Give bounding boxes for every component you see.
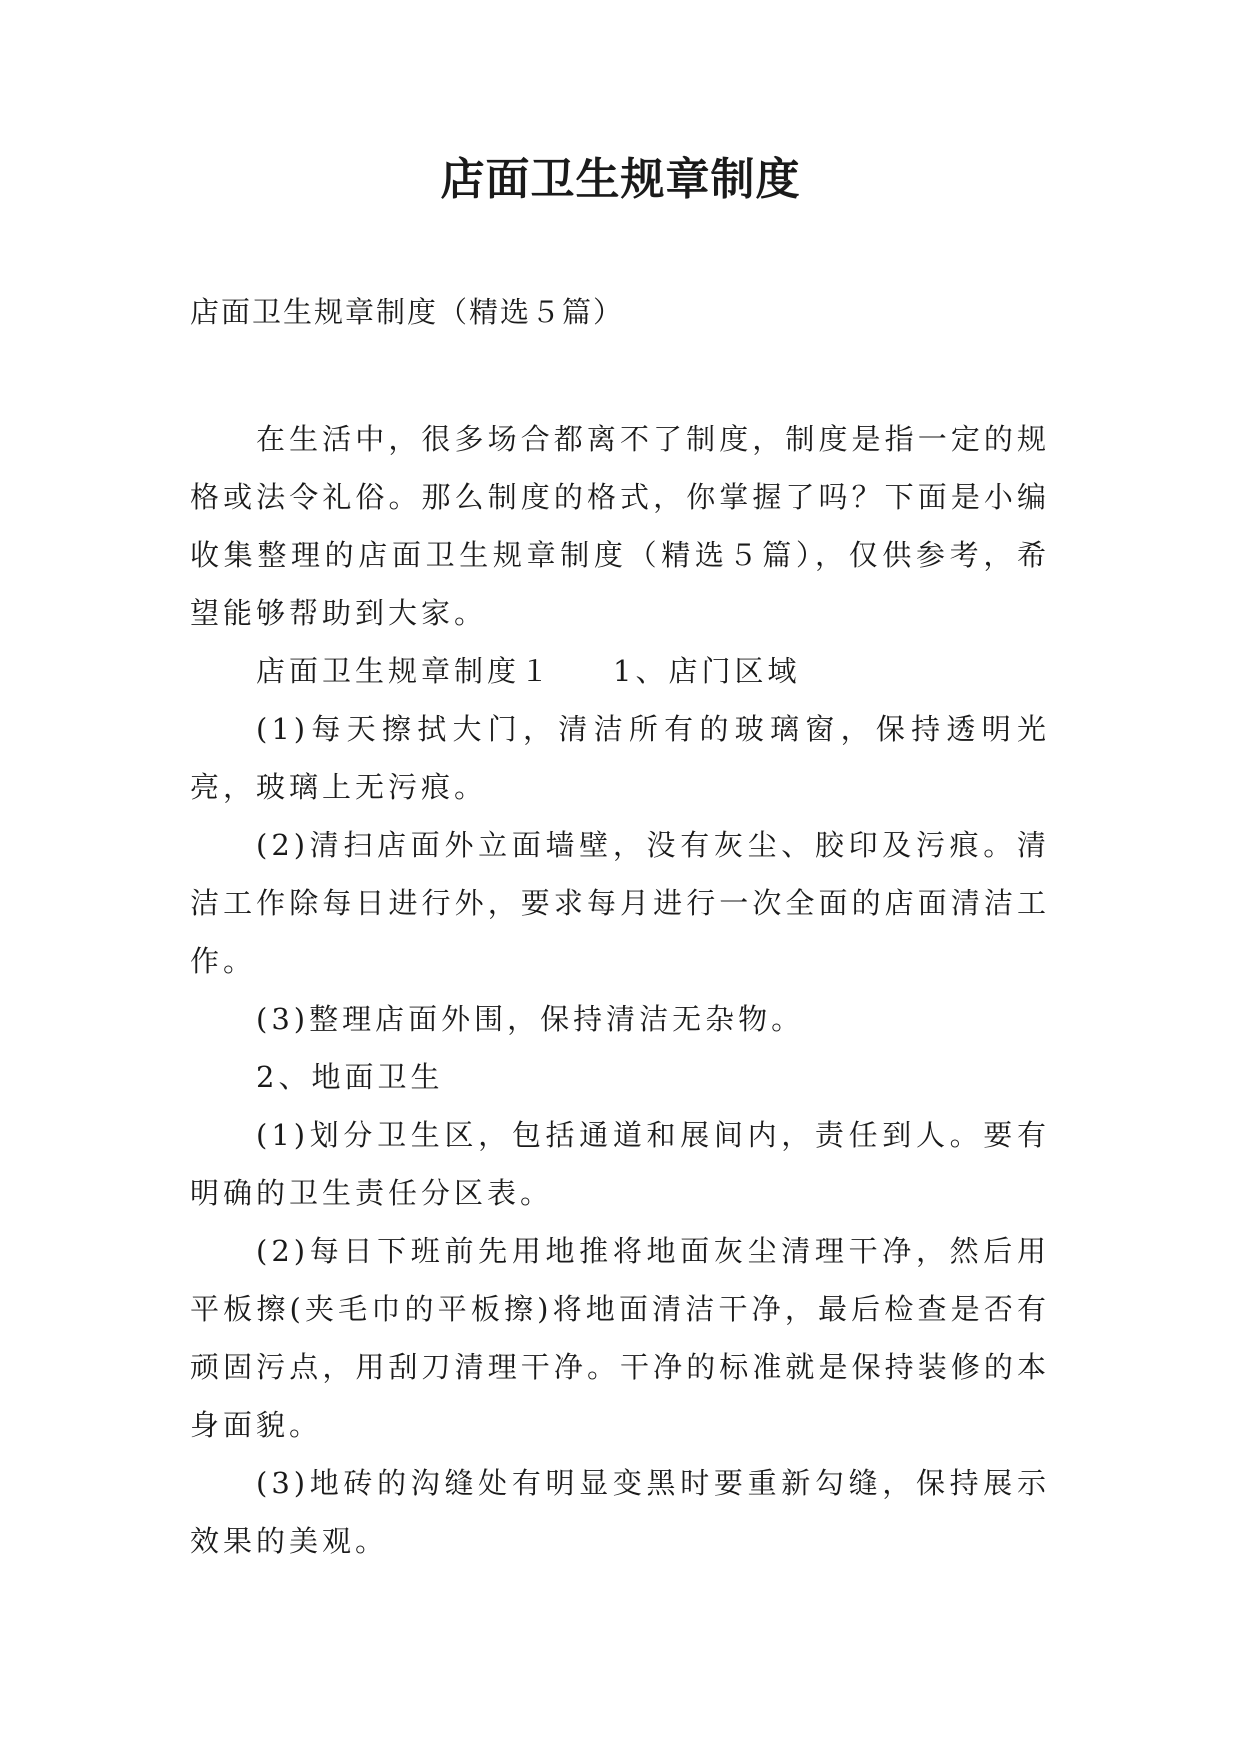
- section-floor-heading: 2、地面卫生: [256, 1060, 444, 1094]
- paragraph-door-1: (1)每天擦拭大门，清洁所有的玻璃窗，保持透明光亮，玻璃上无污痕。: [190, 712, 1050, 804]
- document-title: 店面卫生规章制度: [440, 154, 801, 205]
- intro-paragraph: 在生活中，很多场合都离不了制度，制度是指一定的规格或法令礼俗。那么制度的格式，你掌握了吗？下面是小编收集整理的店面卫生规章制度（精选５篇），仅供参考，希望能够帮助到大家。: [190, 422, 1050, 630]
- paragraph-floor-2: (2)每日下班前先用地推将地面灰尘清理干净，然后用平板擦(夹毛巾的平板擦)将地面清洁干净，最后检查是否有顽固污点，用刮刀清理干净。干净的标准就是保持装修的本身面貌。: [190, 1234, 1050, 1442]
- paragraph-floor-3: (3)地砖的沟缝处有明显变黑时要重新勾缝，保持展示效果的美观。: [190, 1466, 1050, 1558]
- section-heading-item: 1、店门区域: [613, 654, 801, 688]
- document-subtitle: 店面卫生规章制度（精选５篇）: [190, 295, 625, 329]
- document-body: [190, 410, 1050, 1570]
- paragraph-door-3: (3)整理店面外围，保持清洁无杂物。: [256, 1002, 805, 1036]
- paragraph-door-2: (2)清扫店面外立面墙壁，没有灰尘、胶印及污痕。清洁工作除每日进行外，要求每月进行一次全面的店面清洁工作。: [190, 828, 1050, 978]
- section-heading-label: 店面卫生规章制度１: [256, 654, 554, 688]
- section-heading: [190, 642, 1050, 700]
- paragraph-floor-1: (1)划分卫生区，包括通道和展间内，责任到人。要有明确的卫生责任分区表。: [190, 1118, 1050, 1210]
